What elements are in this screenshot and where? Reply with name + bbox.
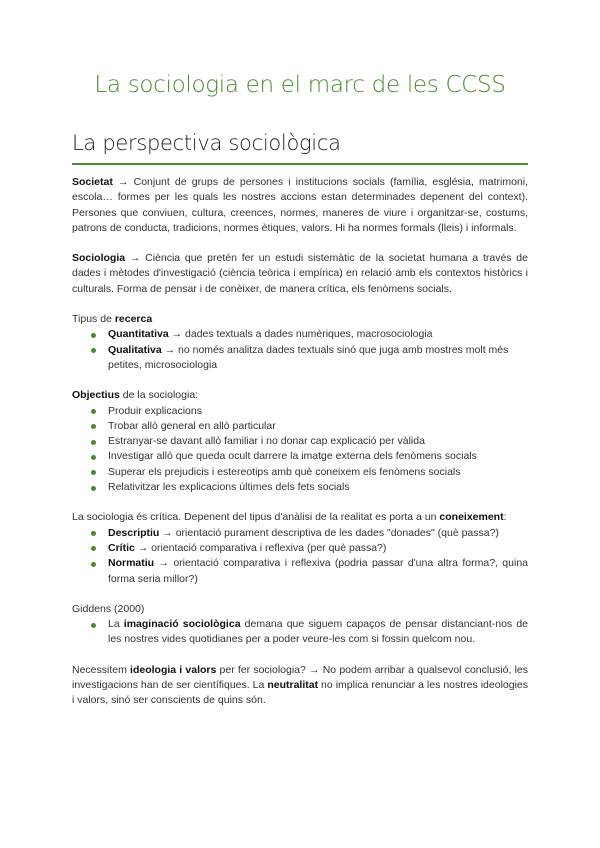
list-item: Produir explicacions — [72, 404, 528, 419]
bullet-icon — [91, 409, 96, 414]
bullet-icon — [91, 531, 96, 536]
bullet-icon — [91, 455, 96, 460]
arrow: → — [112, 176, 134, 188]
bullet-icon — [91, 440, 96, 445]
list-item: Descriptiu → orientació purament descriptiva de les dades "donades" (què passa?) — [72, 526, 528, 541]
bullet-icon — [91, 424, 96, 429]
bullet-icon — [91, 546, 96, 551]
document-body — [72, 175, 528, 709]
list-objectius — [72, 404, 528, 496]
list-item: La imaginació sociològica demana que siguem capaços de pensar distanciant-nos de les nostres vides quotidianes per a poder veure-les com si fossin quelcom nou. — [72, 617, 528, 648]
heading-divider — [72, 163, 528, 165]
bullet-icon — [91, 623, 96, 628]
list-item: Crític → orientació comparativa i reflexiva (per què passa?) — [72, 541, 528, 556]
list-giddens — [72, 617, 528, 648]
list-item: Superar els prejudicis i estereotips amb què coneixem els fenòmens socials — [72, 465, 528, 480]
term-societat: Societat — [72, 176, 113, 188]
definition-sociologia: Ciència que pretén fer un estudi sistemàtic de la societat humana a través de dades i mètodes d'investigació (ciència teòrica i empírica) en relació amb els contextos històrics i culturals. Forma de pensar i de conèixer, de manera crítica, els fenòmens socials. — [72, 252, 528, 295]
list-coneixement — [72, 526, 528, 587]
list-item: Trobar allò general en allò particular — [72, 419, 528, 434]
paragraph-objectius: Objectius de la sociologia: — [72, 389, 199, 402]
definition-societat: Conjunt de grups de persones i institucions socials (família, església, matrimoni, escola… formes per les quals les nostres accions estan determinades depenent del context). Persones que conviuen, cultura, creences, normes, maneres de viure i organitzar-se, costums, patrons de conducta, tradicions, normes ètiques, valors. Hi ha normes formals (lleis) i informals. — [72, 176, 528, 234]
paragraph-tipus: Tipus de recerca — [72, 313, 153, 326]
term-sociologia: Sociologia — [72, 252, 126, 265]
list-item: Quantitativa → dades textuals a dades numèriques, macrosociologia — [72, 327, 528, 342]
bullet-icon — [91, 562, 96, 567]
paragraph-critica: La sociologia és crítica. Depenent del tipus d'anàlisi de la realitat es porta a un coneixement: — [72, 511, 507, 524]
paragraph-societat — [72, 175, 528, 236]
page-title: La sociologia en el marc de les CCSS — [94, 72, 506, 98]
arrow: → — [125, 252, 146, 265]
paragraph-giddens: Giddens (2000) — [72, 602, 145, 615]
list-item: Qualitativa → no només analitza dades textuals sinó que juga amb mostres molt més petites, microsociologia — [72, 343, 528, 374]
list-item: Estranyar-se davant allò familiar i no donar cap explicació per vàlida — [72, 434, 528, 449]
list-tipus — [72, 327, 528, 373]
list-item: Relativitzar les explicacions últimes dels fets socials — [72, 480, 528, 495]
paragraph-sociologia — [72, 251, 528, 297]
paragraph-ideologia: Necessitem ideologia i valors per fer sociologia? → No podem arribar a qualsevol conclusió, les investigacions han de ser científiques. La neutralitat no implica renunciar a les nostres ideologies i valors, sinó ser conscients de quins són. — [72, 663, 529, 707]
bullet-icon — [91, 333, 96, 338]
bullet-icon — [91, 486, 96, 491]
list-item: Investigar allò que queda ocult darrere la imatge externa dels fenòmens socials — [72, 449, 528, 464]
bullet-icon — [91, 470, 96, 475]
section-heading: La perspectiva sociològica — [72, 131, 341, 155]
bullet-icon — [91, 348, 96, 353]
list-item: Normatiu → orientació comparativa i reflexiva (podria passar d'una altra forma?, quina forma seria millor?) — [72, 556, 528, 587]
